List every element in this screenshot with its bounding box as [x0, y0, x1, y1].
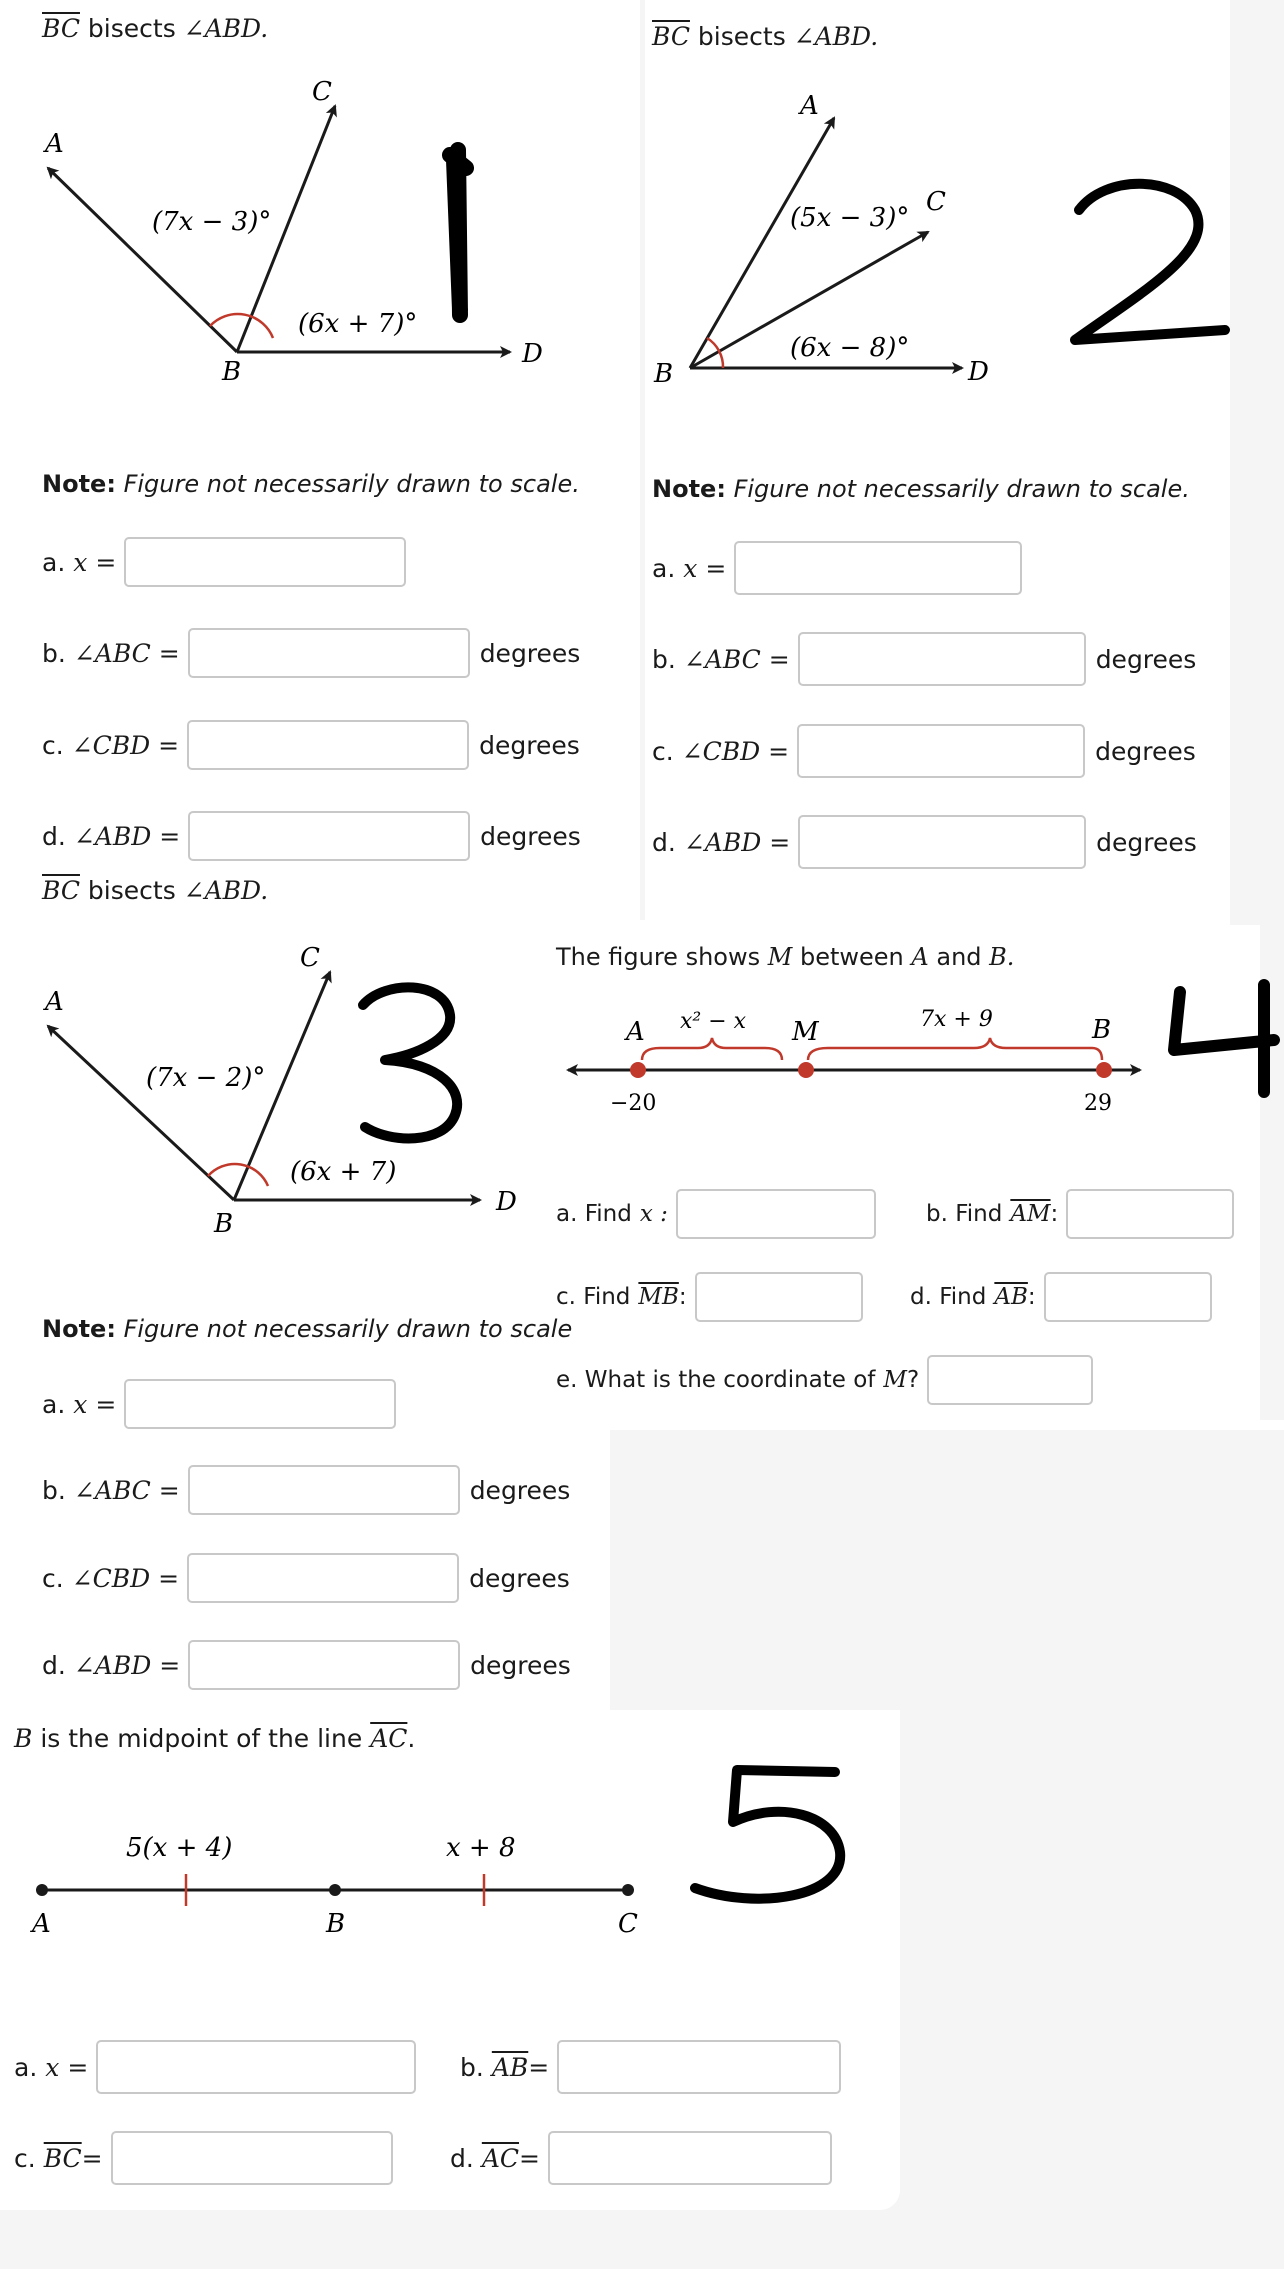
- p1-header-angle: ∠ABD.: [183, 14, 269, 43]
- p3-row-d: [42, 1640, 571, 1690]
- p1-ray-ba: [48, 168, 237, 352]
- p4-header: [556, 943, 1014, 971]
- p1-row-d-math: ∠ABD =: [73, 821, 181, 851]
- p4-brace-mb: [808, 1038, 1102, 1060]
- p3-row-c-label: c.: [42, 1563, 64, 1593]
- p4-qe-math: M: [883, 1367, 907, 1393]
- p4-qc-label: c. Find: [556, 1284, 631, 1310]
- p4-header-m: M: [767, 943, 793, 971]
- p3-abc-input[interactable]: [188, 1465, 460, 1515]
- p1-header-segment: $\overline{BC}$: [42, 14, 80, 43]
- p1-expr-cbd: (6x + 7)°: [298, 309, 418, 339]
- p2-row-a-label: a.: [652, 553, 676, 583]
- p4-label-a: A: [626, 1017, 645, 1047]
- p5-point-a: [36, 1884, 48, 1896]
- p1-header: [42, 14, 268, 43]
- p4-row-d: [910, 1272, 1212, 1322]
- p3-header: [42, 876, 268, 905]
- p2-cbd-input[interactable]: [797, 724, 1085, 778]
- p2-row-a: [652, 541, 1022, 595]
- p1-abc-input[interactable]: [188, 628, 470, 678]
- p3-row-c: [42, 1553, 570, 1603]
- p4-qd-label: d. Find: [910, 1284, 987, 1310]
- p1-label-d: D: [522, 339, 543, 369]
- p4-point-a: [630, 1062, 646, 1078]
- p2-row-d: [652, 815, 1197, 869]
- p4-qd-segment: $\overline{AB}$: [994, 1284, 1028, 1310]
- p3-header-angle: ∠ABD.: [183, 876, 269, 905]
- p2-abc-input[interactable]: [798, 632, 1086, 686]
- p1-note-bold: Note:: [42, 470, 116, 498]
- p1-angle-figure: [30, 70, 590, 410]
- p1-abd-input[interactable]: [188, 811, 470, 861]
- p4-coordinate-input[interactable]: [927, 1355, 1093, 1405]
- p4-qb-label: b. Find: [926, 1201, 1003, 1227]
- p3-row-a: [42, 1379, 396, 1429]
- p4-handwritten-number: [1160, 980, 1284, 1100]
- p1-row-c-label: c.: [42, 730, 64, 760]
- p2-row-b-math: ∠ABC =: [683, 644, 790, 674]
- p5-header-text: is the midpoint of the line: [40, 1724, 363, 1753]
- p2-row-c: [652, 724, 1196, 778]
- p2-row-c-math: ∠CBD =: [681, 736, 790, 766]
- p5-qc-label: c.: [14, 2143, 36, 2173]
- p2-label-a: A: [800, 91, 819, 121]
- p1-note: [42, 470, 580, 498]
- p2-row-d-label: d.: [652, 827, 676, 857]
- p4-header-t1: The figure shows: [556, 943, 761, 971]
- p5-label-a: A: [32, 1909, 51, 1939]
- p3-label-d: D: [496, 1187, 517, 1217]
- p3-note: [42, 1315, 572, 1343]
- p5-qb-label: b.: [460, 2052, 484, 2082]
- p4-row-b: [926, 1189, 1234, 1239]
- p1-row-c-unit: degrees: [479, 730, 580, 760]
- p1-x-input[interactable]: [124, 537, 406, 587]
- panel-bg-lower: [0, 2200, 1284, 2269]
- p1-row-b-unit: degrees: [479, 638, 581, 668]
- p2-abd-input[interactable]: [798, 815, 1086, 869]
- p5-qb-eq: =: [528, 2052, 550, 2082]
- p2-header-verb: bisects: [697, 22, 786, 51]
- p4-ab-input[interactable]: [1044, 1272, 1212, 1322]
- p2-row-b-unit: degrees: [1095, 644, 1197, 674]
- p2-handwritten-number: [1065, 170, 1235, 350]
- p4-brace-am: [642, 1038, 782, 1060]
- p3-expr-cbd: (6x + 7): [290, 1157, 397, 1187]
- p1-row-d: [42, 811, 581, 861]
- p5-label-c: C: [618, 1909, 638, 1939]
- p3-row-d-math: ∠ABD =: [73, 1650, 181, 1680]
- p2-ray-ba: [690, 118, 834, 368]
- p5-qd-label: d.: [450, 2143, 474, 2173]
- p3-x-input[interactable]: [124, 1379, 396, 1429]
- p3-note-text: Figure not necessarily drawn to scale: [123, 1315, 573, 1343]
- p5-x-input[interactable]: [96, 2040, 416, 2094]
- p4-qe-label: e. What is the coordinate of: [556, 1367, 876, 1393]
- p1-note-text: Figure not necessarily drawn to scale.: [123, 470, 580, 498]
- p1-row-b: [42, 628, 580, 678]
- p5-qb-segment: $\overline{AB}$: [491, 2052, 529, 2082]
- p5-qc-eq: =: [81, 2143, 103, 2173]
- p5-row-a: [14, 2040, 416, 2094]
- p1-handwritten-number: [440, 140, 500, 320]
- p5-header: [14, 1724, 415, 1753]
- p2-label-d: D: [968, 357, 989, 387]
- p1-label-b: B: [222, 357, 242, 387]
- p1-row-b-label: b.: [42, 638, 66, 668]
- p4-am-input[interactable]: [1066, 1189, 1234, 1239]
- p2-row-a-math: x =: [683, 553, 727, 583]
- p4-qa-label: a. Find: [556, 1201, 632, 1227]
- p3-cbd-input[interactable]: [187, 1553, 459, 1603]
- p3-label-c: C: [300, 943, 320, 973]
- p4-value-b: 29: [1084, 1091, 1112, 1116]
- p2-note: [652, 475, 1190, 503]
- p1-cbd-input[interactable]: [187, 720, 469, 770]
- p5-header-b: B: [14, 1724, 33, 1753]
- p4-number-line-figure: [560, 1000, 1160, 1150]
- p5-ac-input[interactable]: [548, 2131, 832, 2185]
- p4-qd-colon: :: [1027, 1284, 1036, 1310]
- p4-header-b: B.: [989, 943, 1015, 971]
- p1-label-c: C: [312, 77, 332, 107]
- p3-row-c-math: ∠CBD =: [71, 1563, 180, 1593]
- p2-expr-abc: (5x − 3)°: [790, 203, 910, 233]
- p2-row-c-unit: degrees: [1095, 736, 1196, 766]
- p5-bc-input[interactable]: [111, 2131, 393, 2185]
- p5-row-b: [460, 2040, 841, 2094]
- p5-header-segment: $\overline{AC}$: [370, 1724, 408, 1753]
- p3-header-verb: bisects: [87, 876, 176, 905]
- p1-row-d-unit: degrees: [480, 821, 581, 851]
- p5-expr-bc: x + 8: [446, 1833, 516, 1863]
- p3-row-b: [42, 1465, 570, 1515]
- p3-label-b: B: [214, 1209, 234, 1239]
- p1-row-a-math: x =: [73, 547, 117, 577]
- p4-header-a: A: [911, 943, 929, 971]
- p2-expr-cbd: (6x − 8)°: [790, 333, 910, 363]
- p2-x-input[interactable]: [734, 541, 1022, 595]
- p5-label-b: B: [326, 1909, 346, 1939]
- p5-handwritten-number: [685, 1760, 865, 1910]
- p4-label-b: B: [1092, 1015, 1112, 1045]
- p2-row-b-label: b.: [652, 644, 676, 674]
- p2-header-segment: $\overline{BC}$: [652, 22, 690, 51]
- p5-header-dot: .: [407, 1724, 416, 1753]
- p3-row-c-unit: degrees: [469, 1563, 570, 1593]
- p5-qc-segment: $\overline{BC}$: [43, 2143, 82, 2173]
- p2-row-b: [652, 632, 1196, 686]
- p3-abd-input[interactable]: [188, 1640, 460, 1690]
- p1-row-a-label: a.: [42, 547, 66, 577]
- p5-segment-figure: [20, 1820, 700, 1980]
- p4-value-a: −20: [610, 1091, 657, 1116]
- p3-row-b-label: b.: [42, 1475, 66, 1505]
- p4-qe-mark: ?: [906, 1367, 920, 1393]
- p4-row-c: [556, 1272, 863, 1322]
- p3-note-bold: Note:: [42, 1315, 116, 1343]
- p1-row-b-math: ∠ABC =: [73, 638, 180, 668]
- p2-label-b: B: [654, 359, 674, 389]
- p1-header-verb: bisects: [87, 14, 176, 43]
- p2-row-d-math: ∠ABD =: [683, 827, 791, 857]
- p4-label-m: M: [792, 1017, 819, 1047]
- p4-qb-segment: $\overline{AM}$: [1010, 1201, 1051, 1227]
- p2-row-c-label: c.: [652, 736, 674, 766]
- p5-expr-ab: 5(x + 4): [126, 1833, 233, 1863]
- p3-header-segment: $\overline{BC}$: [42, 876, 80, 905]
- p4-row-e: [556, 1355, 1093, 1405]
- p3-row-d-unit: degrees: [470, 1650, 571, 1680]
- p4-row-a: [556, 1189, 876, 1239]
- p3-row-d-label: d.: [42, 1650, 66, 1680]
- p3-row-b-math: ∠ABC =: [73, 1475, 180, 1505]
- p5-point-b: [329, 1884, 341, 1896]
- p4-expr-mb: 7x + 9: [920, 1007, 993, 1032]
- p4-point-m: [798, 1062, 814, 1078]
- p3-row-b-unit: degrees: [469, 1475, 571, 1505]
- p2-angle-figure: [650, 80, 1010, 400]
- p4-x-input[interactable]: [676, 1189, 876, 1239]
- p1-row-c: [42, 720, 580, 770]
- p4-qc-colon: :: [678, 1284, 687, 1310]
- p5-row-d: [450, 2131, 832, 2185]
- p5-ab-input[interactable]: [557, 2040, 841, 2094]
- p5-qd-segment: $\overline{AC}$: [481, 2143, 520, 2173]
- p5-point-c: [622, 1884, 634, 1896]
- p1-row-d-label: d.: [42, 821, 66, 851]
- p2-header-angle: ∠ABD.: [793, 22, 879, 51]
- p4-mb-input[interactable]: [695, 1272, 863, 1322]
- p4-qb-colon: :: [1050, 1201, 1059, 1227]
- p2-row-d-unit: degrees: [1096, 827, 1197, 857]
- p4-expr-am: x² − x: [680, 1009, 747, 1034]
- p4-header-t3: and: [936, 943, 982, 971]
- p1-row-c-math: ∠CBD =: [71, 730, 180, 760]
- p4-point-b: [1096, 1062, 1112, 1078]
- p4-qa-math: x :: [639, 1201, 668, 1227]
- p5-qa-math: x =: [45, 2052, 89, 2082]
- p5-row-c: [14, 2131, 393, 2185]
- p1-row-a: [42, 537, 406, 587]
- p3-row-a-math: x =: [73, 1389, 117, 1419]
- p4-header-t2: between: [799, 943, 904, 971]
- p2-note-text: Figure not necessarily drawn to scale.: [733, 475, 1190, 503]
- p2-label-c: C: [926, 187, 946, 217]
- p2-note-bold: Note:: [652, 475, 726, 503]
- p2-header: [652, 22, 878, 51]
- p3-row-a-label: a.: [42, 1389, 66, 1419]
- p1-expr-abc: (7x − 3)°: [152, 207, 272, 237]
- p1-label-a: A: [45, 129, 64, 159]
- p3-label-a: A: [45, 987, 64, 1017]
- p3-ray-ba: [48, 1026, 234, 1200]
- p5-qa-label: a.: [14, 2052, 38, 2082]
- p3-expr-abc: (7x − 2)°: [146, 1063, 266, 1093]
- p3-handwritten-number: [345, 975, 475, 1145]
- p5-qd-eq: =: [519, 2143, 540, 2173]
- p4-qc-segment: $\overline{MB}$: [638, 1284, 679, 1310]
